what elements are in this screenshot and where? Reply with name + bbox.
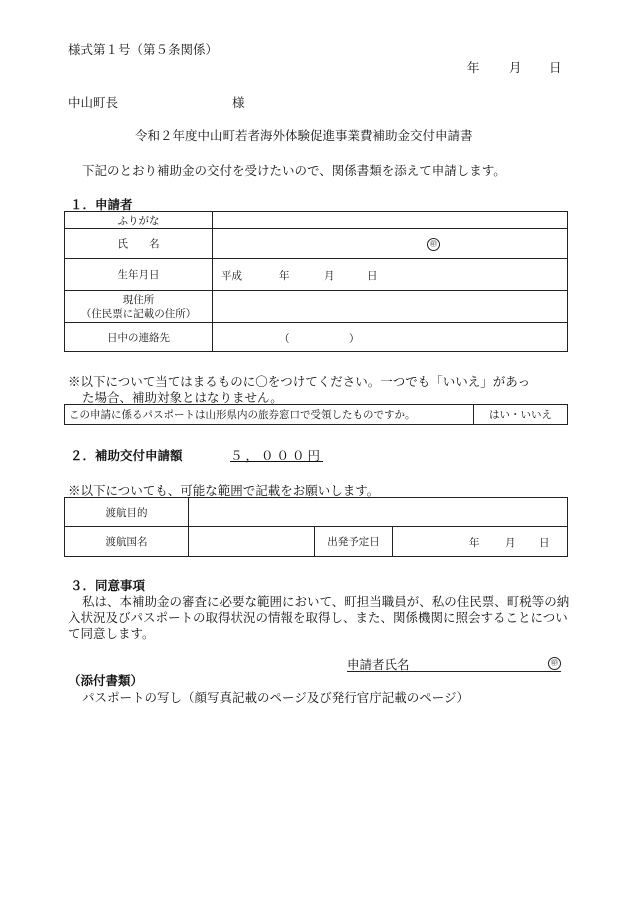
paren-close: ） (349, 333, 360, 345)
signature-label: 申請者氏名 (347, 657, 410, 672)
purpose-row (65, 498, 568, 527)
furigana-field[interactable] (213, 212, 568, 229)
country-row (65, 527, 568, 557)
name-field[interactable] (213, 229, 568, 259)
address-label (65, 291, 213, 323)
passport-question: この申請に係るパスポートは山形県内の旅券窓口で受領したものですか。 (65, 405, 474, 425)
travel-table (64, 497, 568, 557)
intro-text: 下記のとおり補助金の交付を受けたいので、関係書類を添えて申請します。 (82, 163, 506, 178)
country-field[interactable] (189, 527, 315, 557)
section2-note: ※以下についても、可能な範囲で記載をお願いします。 (68, 483, 380, 498)
passport-question-table (64, 404, 568, 425)
note-line1: ※以下について当てはまるものに〇をつけてください。一つでも「いいえ」があっ (68, 374, 531, 389)
date-year-label: 年 (467, 60, 480, 75)
consent-line1: 私は、本補助金の審査に必要な範囲において、町担当職員が、私の住民票、町税等の納 (82, 594, 570, 609)
addressee: 中山町長 (68, 95, 119, 110)
passport-answer[interactable]: はい・いいえ (474, 405, 568, 425)
name-label: 氏 名 (65, 229, 213, 259)
consent-line3: て同意します。 (68, 626, 155, 641)
departure-field[interactable] (393, 527, 568, 557)
departure-year-label: 年 (469, 537, 480, 549)
furigana-row (65, 212, 568, 229)
era-label: 平成 (221, 270, 242, 282)
birth-month-label: 月 (324, 270, 335, 282)
country-label: 渡航国名 (65, 527, 189, 557)
form-number: 様式第１号（第５条関係） (68, 42, 219, 57)
honorific: 様 (232, 95, 245, 110)
attachments-heading: （添付書類） (68, 673, 144, 688)
name-row (65, 229, 568, 259)
grant-amount: ５，０００円 (230, 448, 324, 463)
date-month-label: 月 (509, 60, 522, 75)
signature-seal-icon: ㊞ (548, 657, 561, 670)
address-label-line1: 現住所 (122, 293, 155, 306)
birth-day-label: 日 (367, 270, 378, 282)
consent-line2: 入状況及びパスポートの取得状況の情報を取得し、また、関係機関に照会することについ (68, 610, 568, 625)
contact-field[interactable] (213, 323, 568, 352)
section2-heading: ２．補助交付申請額 (70, 448, 183, 463)
section1-heading: １．申請者 (70, 197, 133, 212)
applicant-table (64, 211, 568, 352)
contact-row (65, 323, 568, 352)
birthdate-field[interactable] (213, 259, 568, 291)
birthdate-row (65, 259, 568, 291)
address-field[interactable] (213, 291, 568, 323)
contact-label: 日中の連絡先 (65, 323, 213, 352)
address-label-line2: （住民票に記載の住所） (80, 307, 197, 320)
departure-day-label: 日 (539, 537, 550, 549)
address-row (65, 291, 568, 323)
birth-year-label: 年 (279, 270, 290, 282)
departure-month-label: 月 (505, 537, 516, 549)
departure-label: 出発予定日 (315, 527, 393, 557)
seal-icon: ㊞ (427, 238, 440, 251)
birthdate-label: 生年月日 (65, 259, 213, 291)
document-title: 令和２年度中山町若者海外体験促進事業費補助金交付申請書 (135, 128, 473, 143)
date-day-label: 日 (549, 60, 562, 75)
purpose-label: 渡航目的 (65, 498, 189, 527)
purpose-field[interactable] (189, 498, 568, 527)
furigana-label: ふりがな (65, 212, 213, 229)
attachments-item: パスポートの写し（顔写真記載のページ及び発行官庁記載のページ） (82, 690, 470, 705)
signature-line[interactable] (347, 671, 561, 672)
note-line2: た場合、補助対象とはなりません。 (82, 390, 283, 405)
section3-heading: ３．同意事項 (70, 578, 146, 593)
paren-open: （ (279, 333, 290, 345)
